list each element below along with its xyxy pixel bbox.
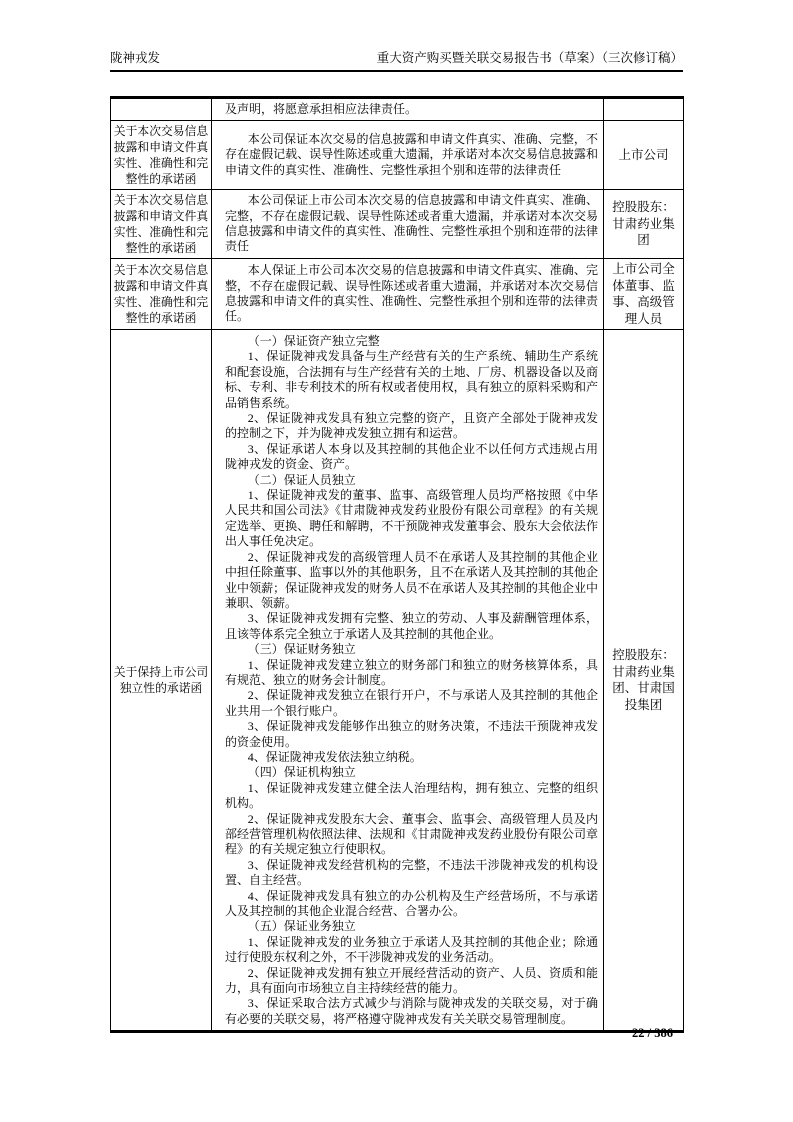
commitment-party-cell: 上市公司: [604, 121, 684, 190]
commitment-type-cell: 关于本次交易信息披露和申请文件真实性、准确性和完整性的承诺函: [111, 121, 212, 190]
table-row: [111, 259, 684, 330]
paragraph: 本人保证上市公司本次交易的信息披露和申请文件真实、准确、完整，不存在虚假记载、误导性陈述或者重大遗漏，并承诺对本次交易信息披露和申请文件的真实性、准确性、完整性承担个别和连带的法律责任。: [225, 263, 598, 324]
paragraph: 本公司保证上市公司本次交易的信息披露和申请文件真实、准确、完整，不存在虚假记载、误导性陈述或者重大遗漏，并承诺对本次交易信息披露和申请文件的真实性、准确性、完整性承担个别和连带的法律责任: [225, 193, 598, 254]
paragraph: 3、保证陇神戎发经营机构的完整，不违法干涉陇神戎发的机构设置、自主经营。: [225, 857, 598, 888]
commitment-party-cell: 上市公司全体董事、监事、高级管理人员: [604, 259, 684, 330]
paragraph: 2、保证陇神戎发具有独立完整的资产，且资产全部处于陇神戎发的控制之下，并为陇神戎发独立拥有和运营。: [225, 411, 598, 441]
commitment-type-cell: 关于本次交易信息披露和申请文件真实性、准确性和完整性的承诺函: [111, 190, 212, 259]
table-row-independence: [111, 330, 684, 1032]
commitment-content-cell: [212, 190, 604, 259]
table-row: [111, 121, 684, 190]
paragraph: 4、保证陇神戎发依法独立纳税。: [247, 749, 422, 764]
page-header: [110, 51, 683, 72]
paragraph: （四）保证机构独立: [247, 765, 356, 780]
page-number: 22 / 386: [632, 1026, 673, 1040]
header-company-name: 陇神戎发: [110, 51, 161, 65]
paragraph: 及声明，将愿意承担相应法律责任。: [225, 101, 418, 116]
paragraph: 1、保证陇神戎发的业务独立于承诺人及其控制的其他企业；除通过行使股东权利之外，不干涉陇神戎发的业务活动。: [225, 934, 598, 965]
paragraph: 3、保证陇神戎发能够作出独立的财务决策，不违法干预陇神戎发的资金使用。: [225, 719, 598, 749]
paragraph: 2、保证陇神戎发独立在银行开户，不与承诺人及其控制的其他企业共用一个银行账户。: [225, 688, 598, 718]
paragraph: 3、保证采取合法方式减少与消除与陇神戎发的关联交易，对于确有必要的关联交易，将严格遵守陇神戎发有关关联交易管理制度。: [225, 996, 598, 1026]
commitment-party-cell: [604, 98, 684, 121]
table-row: [111, 190, 684, 259]
paragraph: 3、保证承诺人本身以及其控制的其他企业不以任何方式违规占用陇神戎发的资金、资产。: [225, 441, 598, 472]
paragraph: 1、保证陇神戎发具备与生产经营有关的生产系统、辅助生产系统和配套设施，合法拥有与生产经营有关的土地、厂房、机器设备以及商标、专利、非专利技术的所有权或者使用权，具有独立的原料采购和产品销售系统。: [225, 349, 598, 410]
commitment-type-cell: 关于保持上市公司独立性的承诺函: [111, 330, 212, 1032]
paragraph: （三）保证财务独立: [247, 642, 356, 657]
header-doc-title: 重大资产购买暨关联交易报告书（草案）（三次修订稿）: [376, 51, 683, 65]
commitment-content-cell: [212, 259, 604, 330]
paragraph: 1、保证陇神戎发的董事、监事、高级管理人员均严格按照《中华人民共和国公司法》《甘肃陇神戎发药业股份有限公司章程》的有关规定选举、更换、聘任和解聘，不干预陇神戎发董事会、股东大会依法作出人事任免决定。: [225, 488, 598, 549]
paragraph: 本公司保证本次交易的信息披露和申请文件真实、准确、完整，不存在虚假记载、误导性陈述或重大遗漏，并承诺对本次交易信息披露和申请文件的真实性、准确性、完整性承担个别和连带的法律责任: [225, 131, 598, 177]
commitment-type-cell: 关于本次交易信息披露和申请文件真实性、准确性和完整性的承诺函: [111, 259, 212, 330]
commitment-type-cell: [111, 98, 212, 121]
paragraph: 2、保证陇神戎发的高级管理人员不在承诺人及其控制的其他企业中担任除董事、监事以外的其他职务，且不在承诺人及其控制的其他企业中领薪；保证陇神戎发的财务人员不在承诺人及其控制的其他企业中兼职、领薪。: [225, 549, 598, 610]
paragraph: 3、保证陇神戎发拥有完整、独立的劳动、人事及薪酬管理体系，且该等体系完全独立于承诺人及其控制的其他企业。: [225, 611, 598, 641]
paragraph: 2、保证陇神戎发股东大会、董事会、监事会、高级管理人员及内部经营管理机构依照法律、法规和《甘肃陇神戎发药业股份有限公司章程》的有关规定独立行使职权。: [225, 811, 598, 857]
commitment-content-cell: [212, 330, 604, 1032]
paragraph: （五）保证业务独立: [247, 919, 356, 934]
commitment-party-cell: 控股股东：甘肃药业集团、甘肃国投集团: [604, 330, 684, 1032]
paragraph: 1、保证陇神戎发建立健全法人治理结构，拥有独立、完整的组织机构。: [225, 780, 598, 811]
paragraph: 4、保证陇神戎发具有独立的办公机构及生产经营场所，不与承诺人及其控制的其他企业混合经营、合署办公。: [225, 888, 598, 919]
commitment-party-cell: 控股股东：甘肃药业集团: [604, 190, 684, 259]
paragraph: 2、保证陇神戎发拥有独立开展经营活动的资产、人员、资质和能力，具有面向市场独立自主持续经营的能力。: [225, 965, 598, 996]
paragraph: （一）保证资产独立完整: [247, 334, 380, 348]
table-row-continuation: [111, 98, 684, 121]
paragraph: （二）保证人员独立: [247, 472, 356, 487]
paragraph: 1、保证陇神戎发建立独立的财务部门和独立的财务核算体系，具有规范、独立的财务会计制度。: [225, 657, 598, 687]
commitment-content-cell: [212, 98, 604, 121]
commitments-table: [110, 96, 684, 1033]
commitment-content-text: [225, 334, 598, 1026]
commitment-content-cell: [212, 121, 604, 190]
